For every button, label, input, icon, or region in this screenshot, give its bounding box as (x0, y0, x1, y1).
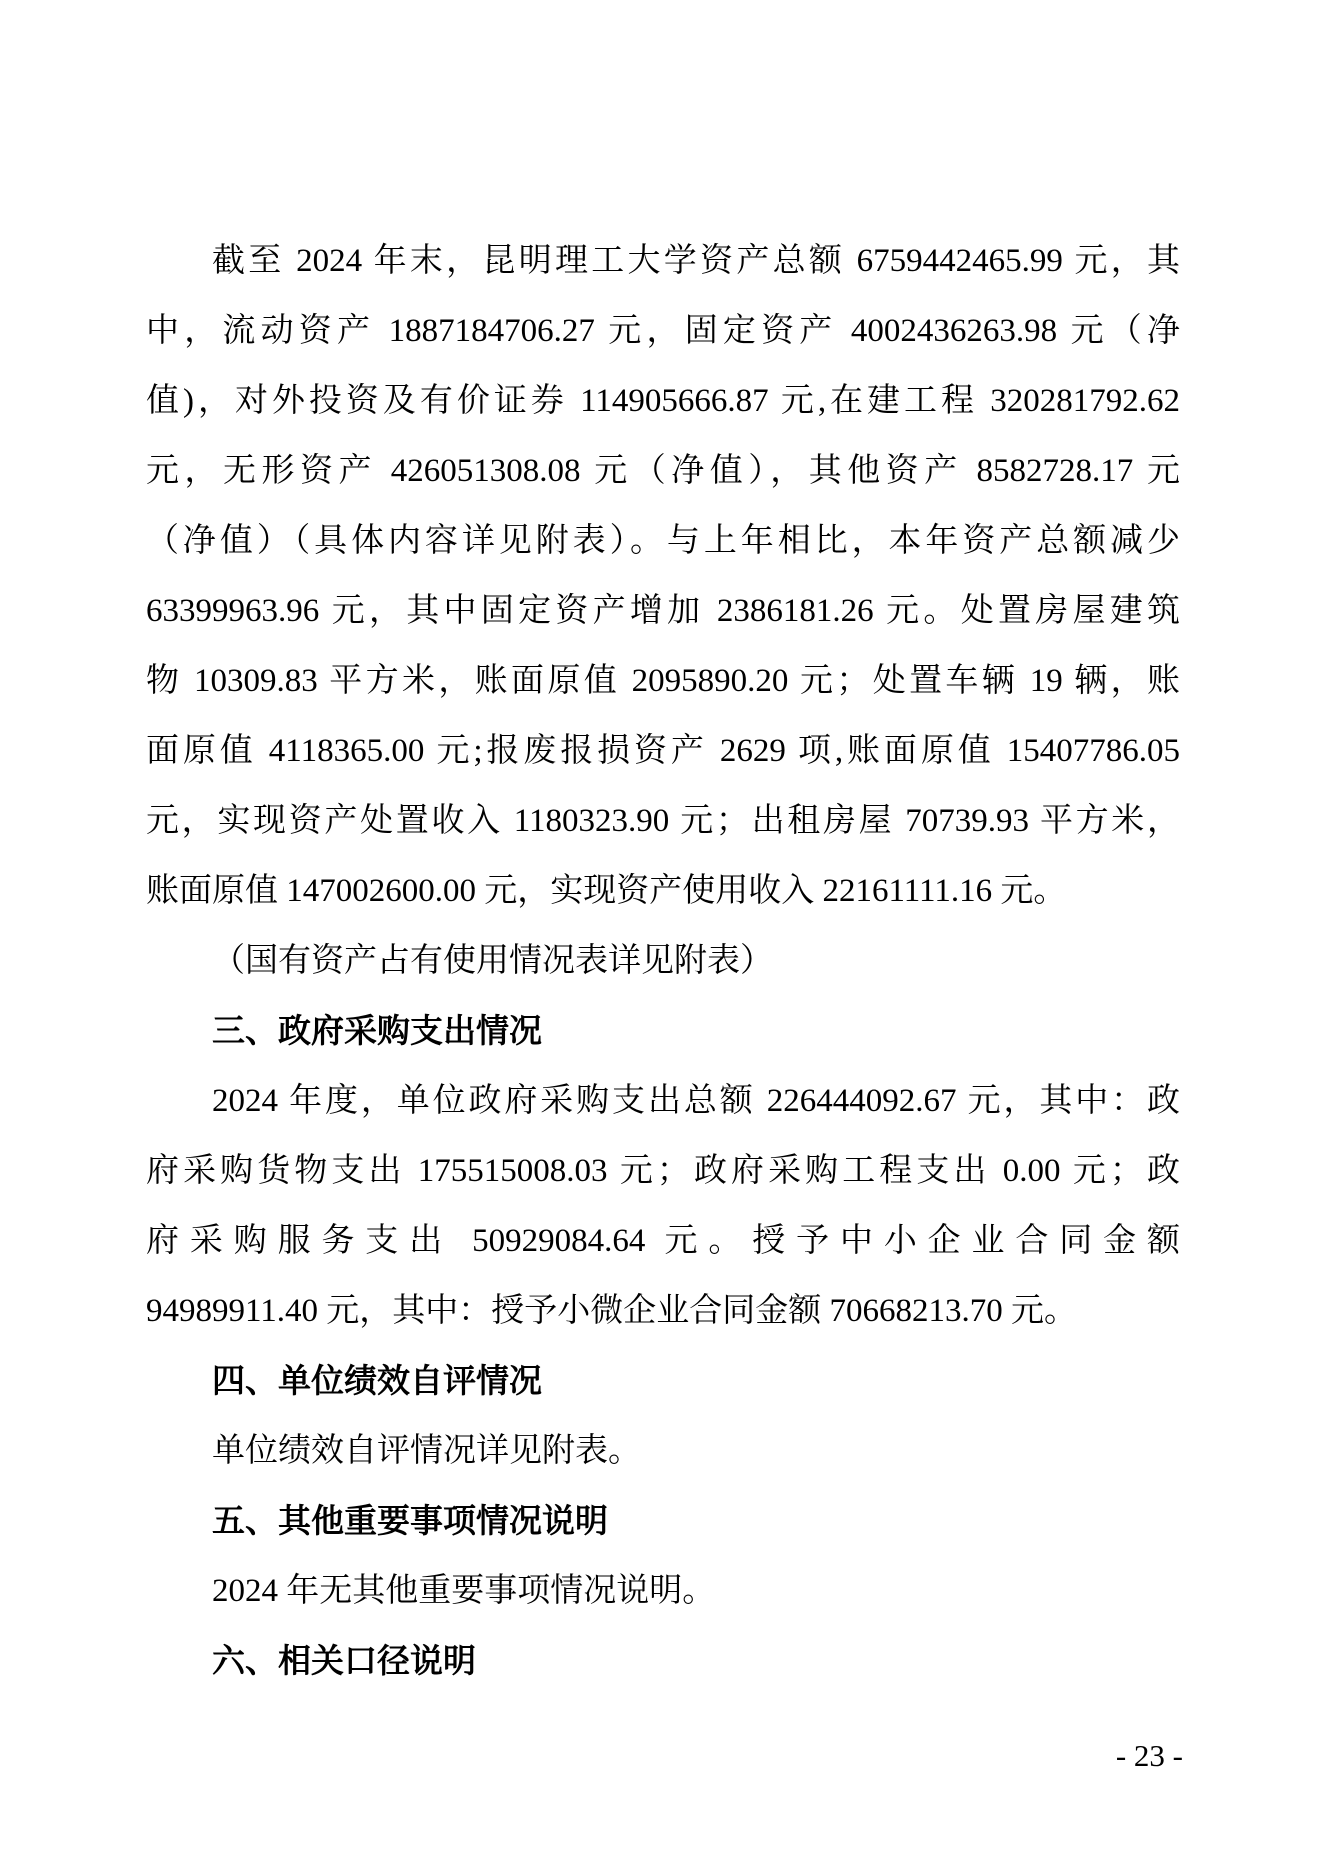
other-matters-body-line: 2024 年无其他重要事项情况说明。 (212, 1573, 716, 1609)
page-number: - 23 - (1115, 1738, 1183, 1773)
asset-note-line: （国有资产占有使用情况表详见附表） (212, 943, 773, 979)
section-heading-other-matters: 五、其他重要事项情况说明 (212, 1502, 608, 1539)
asset-paragraph-line: 账面原值 147002600.00 元，实现资产使用收入 22161111.16 元。 (146, 873, 1067, 909)
asset-paragraph-line: 值)，对外投资及有价证券 114905666.87 元,在建工程 320281792.62 (146, 383, 1180, 419)
section-heading-procurement: 三、政府采购支出情况 (212, 1012, 542, 1049)
asset-paragraph-line: 物 10309.83 平方米，账面原值 2095890.20 元；处置车辆 19 辆，账 (146, 663, 1180, 699)
procurement-paragraph-line: 94989911.40 元，其中：授予小微企业合同金额 70668213.70 元。 (146, 1293, 1078, 1329)
procurement-paragraph-line: 府采购服务支出 50929084.64 元。授予中小企业合同金额 (146, 1223, 1180, 1259)
asset-paragraph-line: （净值）（具体内容详见附表）。与上年相比，本年资产总额减少 (146, 523, 1180, 559)
asset-paragraph-line: 面原值 4118365.00 元;报废报损资产 2629 项,账面原值 15407786.05 (146, 733, 1180, 769)
procurement-paragraph-line: 府采购货物支出 175515008.03 元；政府采购工程支出 0.00 元；政 (146, 1153, 1180, 1189)
procurement-paragraph-line: 2024 年度，单位政府采购支出总额 226444092.67 元，其中：政 (212, 1083, 1180, 1119)
asset-paragraph-line: 元，实现资产处置收入 1180323.90 元；出租房屋 70739.93 平方米， (146, 803, 1180, 839)
asset-paragraph-line: 中，流动资产 1887184706.27 元，固定资产 4002436263.98 元（净 (146, 313, 1180, 349)
section-heading-performance: 四、单位绩效自评情况 (212, 1362, 542, 1399)
document-body (146, 226, 1180, 1696)
section-heading-caliber: 六、相关口径说明 (212, 1642, 476, 1679)
asset-paragraph-line: 截至 2024 年末，昆明理工大学资产总额 6759442465.99 元，其 (212, 243, 1180, 279)
performance-body-line: 单位绩效自评情况详见附表。 (212, 1433, 641, 1469)
asset-paragraph-line: 63399963.96 元，其中固定资产增加 2386181.26 元。处置房屋建筑 (146, 593, 1180, 629)
asset-paragraph-line: 元，无形资产 426051308.08 元（净值），其他资产 8582728.17 元 (146, 453, 1180, 489)
